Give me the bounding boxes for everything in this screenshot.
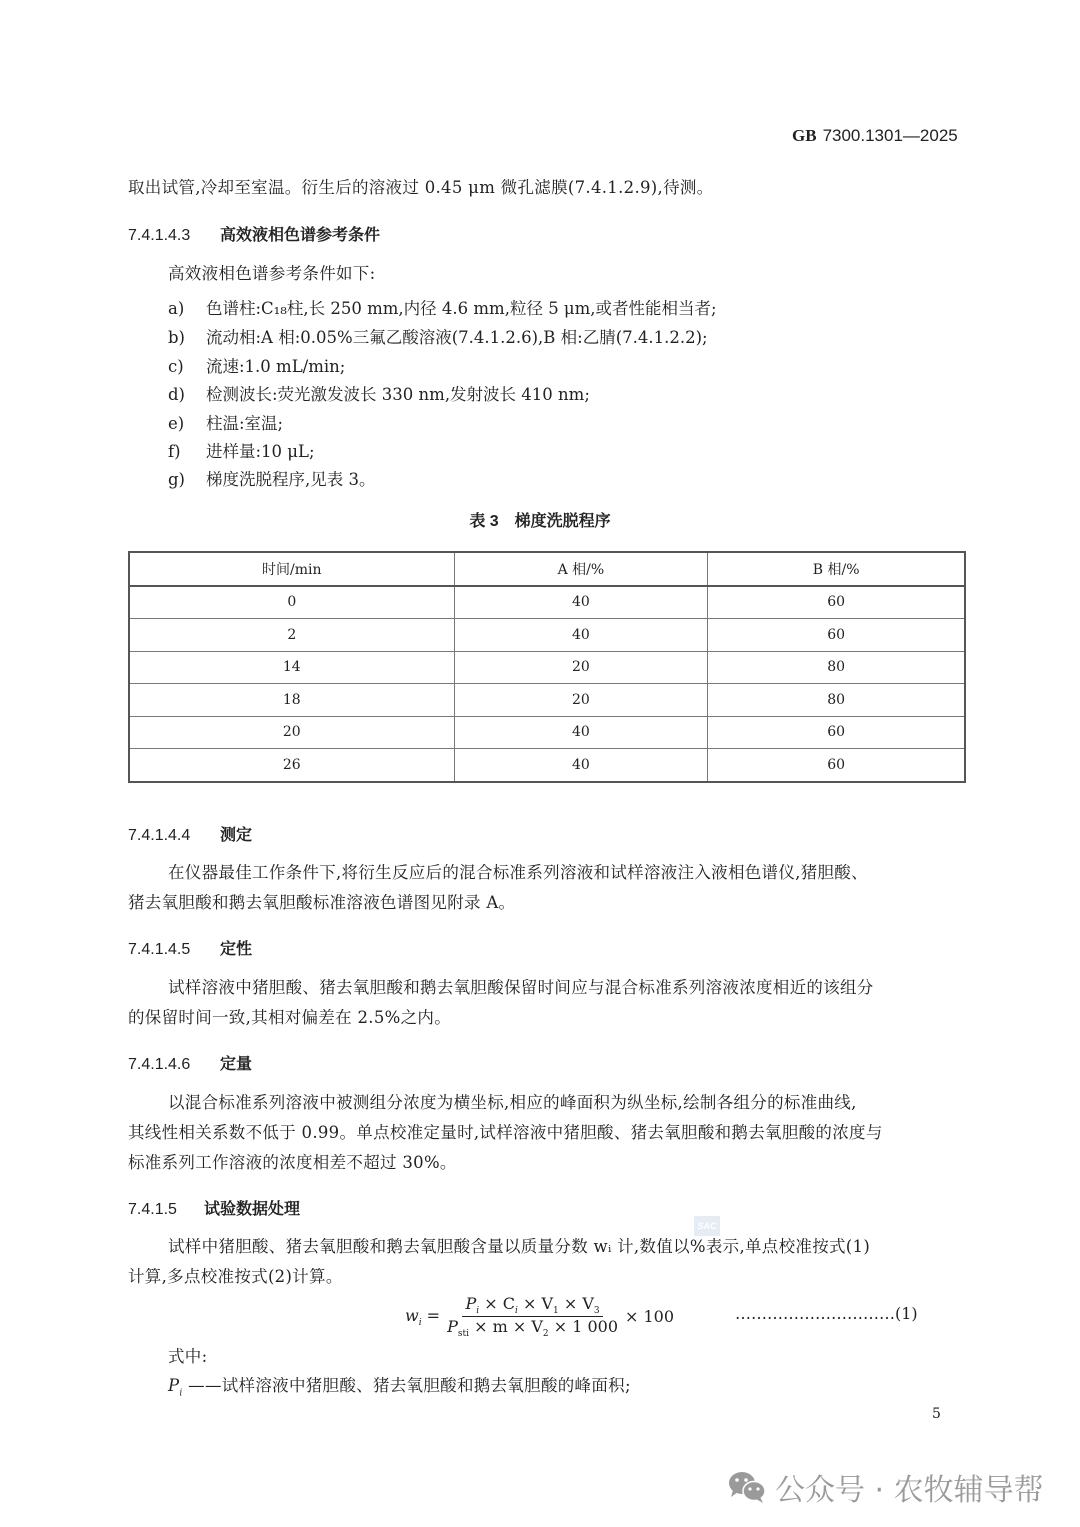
list-label: c) [168, 357, 184, 376]
table-cell: 20 [129, 716, 454, 749]
table-cell: 20 [454, 651, 708, 684]
standard-code: 7300.1301—2025 [822, 126, 958, 145]
table-cell: 26 [129, 749, 454, 782]
table-caption: 表 3 梯度洗脱程序 [469, 513, 611, 530]
wechat-icon [727, 1470, 767, 1504]
section-number: 7.4.1.4.6 [128, 1056, 191, 1073]
column-header: 时间/min [129, 552, 454, 586]
table-row [129, 749, 965, 782]
table-cell: 80 [708, 684, 965, 717]
formula-1 [405, 1294, 674, 1339]
definition-symbol: P [168, 1376, 180, 1395]
list-label: g) [168, 470, 185, 489]
formula-multiplier: × 100 [625, 1307, 675, 1327]
list-text: 流速:1.0 mL/min; [206, 357, 346, 376]
list-label: e) [168, 414, 185, 433]
list-item [168, 381, 590, 405]
sac-stamp: SAC [694, 1216, 720, 1236]
section-title: 测定 [220, 827, 253, 844]
paragraph-line: 试样中猪胆酸、猪去氧胆酸和鹅去氧胆酸含量以质量分数 wᵢ 计,数值以%表示,单点校准按式(1) [168, 1237, 871, 1256]
section-heading-data-processing [128, 1196, 300, 1219]
section-heading-measure [128, 822, 252, 845]
paragraph-line: 以混合标准系列溶液中被测组分浓度为横坐标,相应的峰面积为纵坐标,绘制各组分的标准曲线, [168, 1093, 857, 1112]
table-cell: 40 [454, 586, 708, 619]
table-cell: 40 [454, 619, 708, 652]
where-label: 式中: [168, 1347, 208, 1366]
section-number: 7.4.1.5 [128, 1201, 177, 1218]
page-number: 5 [932, 1406, 941, 1422]
standard-prefix: GB [792, 126, 817, 145]
list-text: 梯度洗脱程序,见表 3。 [206, 470, 376, 489]
list-item [168, 324, 708, 348]
paragraph-line: 猪去氧胆酸和鹅去氧胆酸标准溶液色谱图见附录 A。 [128, 893, 516, 912]
table-cell: 60 [708, 619, 965, 652]
formula-lhs: $w_i$ = [405, 1305, 441, 1328]
table-row [129, 684, 965, 717]
gradient-table [128, 551, 966, 783]
table-cell: 2 [129, 619, 454, 652]
list-text: 柱温:室温; [206, 414, 284, 433]
table-cell: 60 [708, 749, 965, 782]
list-text: 色谱柱:C₁₈柱,长 250 mm,内径 4.6 mm,粒径 5 μm,或者性能相当者; [206, 299, 717, 318]
list-text: 流动相:A 相:0.05%三氟乙酸溶液(7.4.1.2.6),B 相:乙腈(7.4.1.2.2); [206, 328, 708, 347]
formula-fraction [444, 1294, 621, 1339]
section-number: 7.4.1.4.5 [128, 941, 191, 958]
paragraph-line: 其线性相关系数不低于 0.99。单点校准定量时,试样溶液中猪胆酸、猪去氧胆酸和鹅去氧胆酸的浓度与 [128, 1123, 883, 1142]
section-heading-hplc [128, 222, 380, 245]
list-label: f) [168, 442, 181, 461]
list-label: b) [168, 328, 185, 347]
hplc-lead: 高效液相色谱参考条件如下: [168, 264, 376, 283]
section-title: 试验数据处理 [204, 1201, 301, 1218]
table-cell: 60 [708, 716, 965, 749]
list-item [168, 410, 283, 434]
table-cell: 18 [129, 684, 454, 717]
table-cell: 40 [454, 716, 708, 749]
standard-code-header [792, 126, 958, 146]
paragraph-line: 在仪器最佳工作条件下,将衍生反应后的混合标准系列溶液和试样溶液注入液相色谱仪,猪胆酸、 [168, 863, 868, 882]
list-label: a) [168, 299, 185, 318]
list-item [168, 438, 315, 462]
watermark [727, 1465, 1044, 1509]
list-text: 检测波长:荧光激发波长 330 nm,发射波长 410 nm; [206, 385, 590, 404]
table-row [129, 716, 965, 749]
table-cell: 20 [454, 684, 708, 717]
section-title: 定性 [220, 941, 253, 958]
equation-number: …………………………(1) [735, 1304, 918, 1323]
column-header: B 相/% [708, 552, 965, 586]
intro-paragraph: 取出试管,冷却至室温。衍生后的溶液过 0.45 μm 微孔滤膜(7.4.1.2.9),待测。 [128, 178, 714, 197]
table-row [129, 586, 965, 619]
definition-text: ——试样溶液中猪胆酸、猪去氧胆酸和鹅去氧胆酸的峰面积; [188, 1376, 631, 1395]
paragraph-line: 计算,多点校准按式(2)计算。 [128, 1267, 343, 1286]
formula-numerator: $P_i \times C_i \times V_1 \times V_3$ [462, 1294, 602, 1317]
list-item [168, 466, 376, 490]
paragraph-line: 试样溶液中猪胆酸、猪去氧胆酸和鹅去氧胆酸保留时间应与混合标准系列溶液浓度相近的该组分 [168, 978, 874, 997]
definition-line: $P_i$ ——试样溶液中猪胆酸、猪去氧胆酸和鹅去氧胆酸的峰面积; [168, 1376, 631, 1399]
table-row [129, 651, 965, 684]
table-cell: 80 [708, 651, 965, 684]
section-title: 高效液相色谱参考条件 [220, 227, 381, 244]
table-cell: 60 [708, 586, 965, 619]
table-cell: 40 [454, 749, 708, 782]
formula-denominator: $P_{sti} \times m \times V_2 \times 1$ 000 [447, 1317, 618, 1340]
paragraph-line: 标准系列工作溶液的浓度相差不超过 30%。 [128, 1153, 457, 1172]
section-title: 定量 [220, 1056, 253, 1073]
paragraph-line: 的保留时间一致,其相对偏差在 2.5%之内。 [128, 1008, 452, 1027]
list-label: d) [168, 385, 185, 404]
list-item [168, 295, 717, 319]
table-header-row [129, 552, 965, 586]
column-header: A 相/% [454, 552, 708, 586]
list-text: 进样量:10 μL; [206, 442, 315, 461]
section-heading-qualitative [128, 936, 252, 959]
section-number: 7.4.1.4.3 [128, 227, 191, 244]
section-number: 7.4.1.4.4 [128, 827, 191, 844]
list-item [168, 353, 345, 377]
table-cell: 14 [129, 651, 454, 684]
watermark-text: 公众号 · 农牧辅导帮 [775, 1473, 1044, 1508]
section-heading-quantitative [128, 1051, 252, 1074]
table-row [129, 619, 965, 652]
table-cell: 0 [129, 586, 454, 619]
